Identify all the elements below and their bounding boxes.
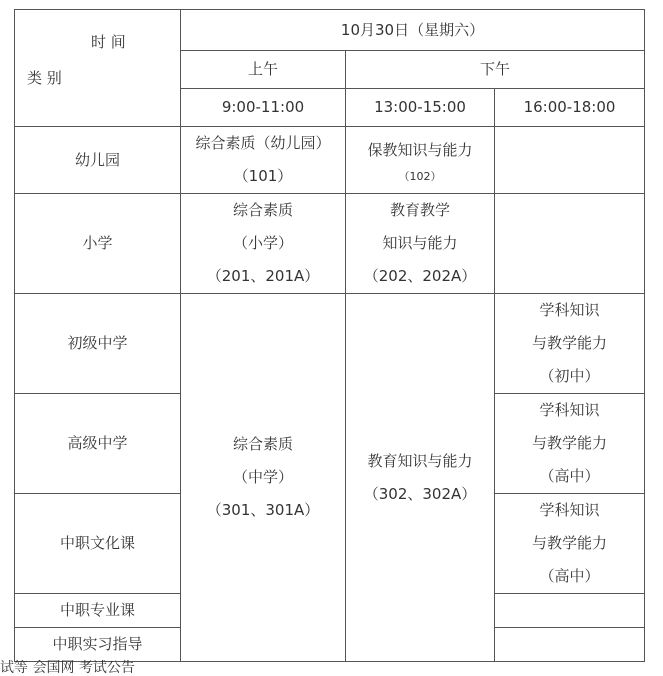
secondary-slot1-line3: （301、301A）	[206, 501, 320, 519]
secondary-slot1-line2: （中学）	[232, 468, 293, 486]
morning-header: 上午	[181, 51, 346, 89]
kindergarten-slot2	[346, 127, 495, 194]
category-senior: 高级中学	[15, 394, 181, 494]
vocational-major-slot3	[495, 594, 645, 628]
junior-slot3-line1: 学科知识	[539, 301, 600, 319]
senior-slot3-line1: 学科知识	[539, 401, 600, 419]
secondary-slot2	[346, 294, 495, 662]
category-header-label: 类 别	[27, 69, 62, 87]
kindergarten-slot3	[495, 127, 645, 194]
slot2-header: 13:00-15:00	[346, 89, 495, 127]
category-junior: 初级中学	[15, 294, 181, 394]
secondary-slot1	[181, 294, 346, 662]
slot3-header: 16:00-18:00	[495, 89, 645, 127]
vocational-culture-slot3-line3: （高中）	[539, 567, 600, 585]
vocational-culture-slot3-line2: 与教学能力	[531, 534, 607, 552]
senior-slot3-line3: （高中）	[539, 467, 600, 485]
secondary-slot2-line2: （302、302A）	[363, 484, 477, 503]
slot1-header: 9:00-11:00	[181, 89, 346, 127]
primary-slot2	[346, 194, 495, 294]
afternoon-header: 下午	[346, 51, 645, 89]
category-vocational-culture: 中职文化课	[15, 494, 181, 594]
primary-slot2-line3: （202、202A）	[363, 267, 477, 285]
time-header-label: 时 间	[91, 33, 126, 51]
senior-slot3	[495, 394, 645, 494]
vocational-culture-slot3-line1: 学科知识	[539, 501, 600, 519]
primary-slot1-line3: （201、201A）	[206, 267, 320, 285]
primary-slot3	[495, 194, 645, 294]
kindergarten-slot2-title: 保教知识与能力	[367, 140, 473, 159]
date-header: 10月30日（星期六）	[181, 10, 645, 51]
primary-slot2-line2: 知识与能力	[382, 234, 458, 252]
category-vocational-major: 中职专业课	[15, 594, 181, 628]
corner-header-cell	[15, 10, 181, 127]
kindergarten-slot1	[181, 127, 346, 194]
kindergarten-slot2-code: （102）	[398, 169, 442, 183]
primary-slot1	[181, 194, 346, 294]
primary-slot1-line2: （小学）	[232, 234, 293, 252]
vocational-culture-slot3	[495, 494, 645, 594]
junior-slot3-line2: 与教学能力	[531, 334, 607, 352]
exam-schedule-table	[14, 9, 645, 662]
senior-slot3-line2: 与教学能力	[531, 434, 607, 452]
vocational-practice-slot3	[495, 628, 645, 662]
junior-slot3	[495, 294, 645, 394]
primary-slot1-line1: 综合素质	[232, 201, 293, 219]
secondary-slot1-line1: 综合素质	[232, 435, 293, 453]
kindergarten-slot1-title: 综合素质（幼儿园）	[195, 134, 331, 152]
category-vocational-practice: 中职实习指导	[15, 628, 181, 662]
junior-slot3-line3: （初中）	[539, 367, 600, 385]
footer-text-fragment: 试等 会国网 考试公告	[0, 660, 135, 676]
kindergarten-slot1-code: （101）	[233, 167, 293, 185]
secondary-slot2-line1: 教育知识与能力	[367, 451, 473, 470]
category-kindergarten: 幼儿园	[15, 127, 181, 194]
primary-slot2-line1: 教育教学	[389, 201, 450, 219]
category-primary: 小学	[15, 194, 181, 294]
